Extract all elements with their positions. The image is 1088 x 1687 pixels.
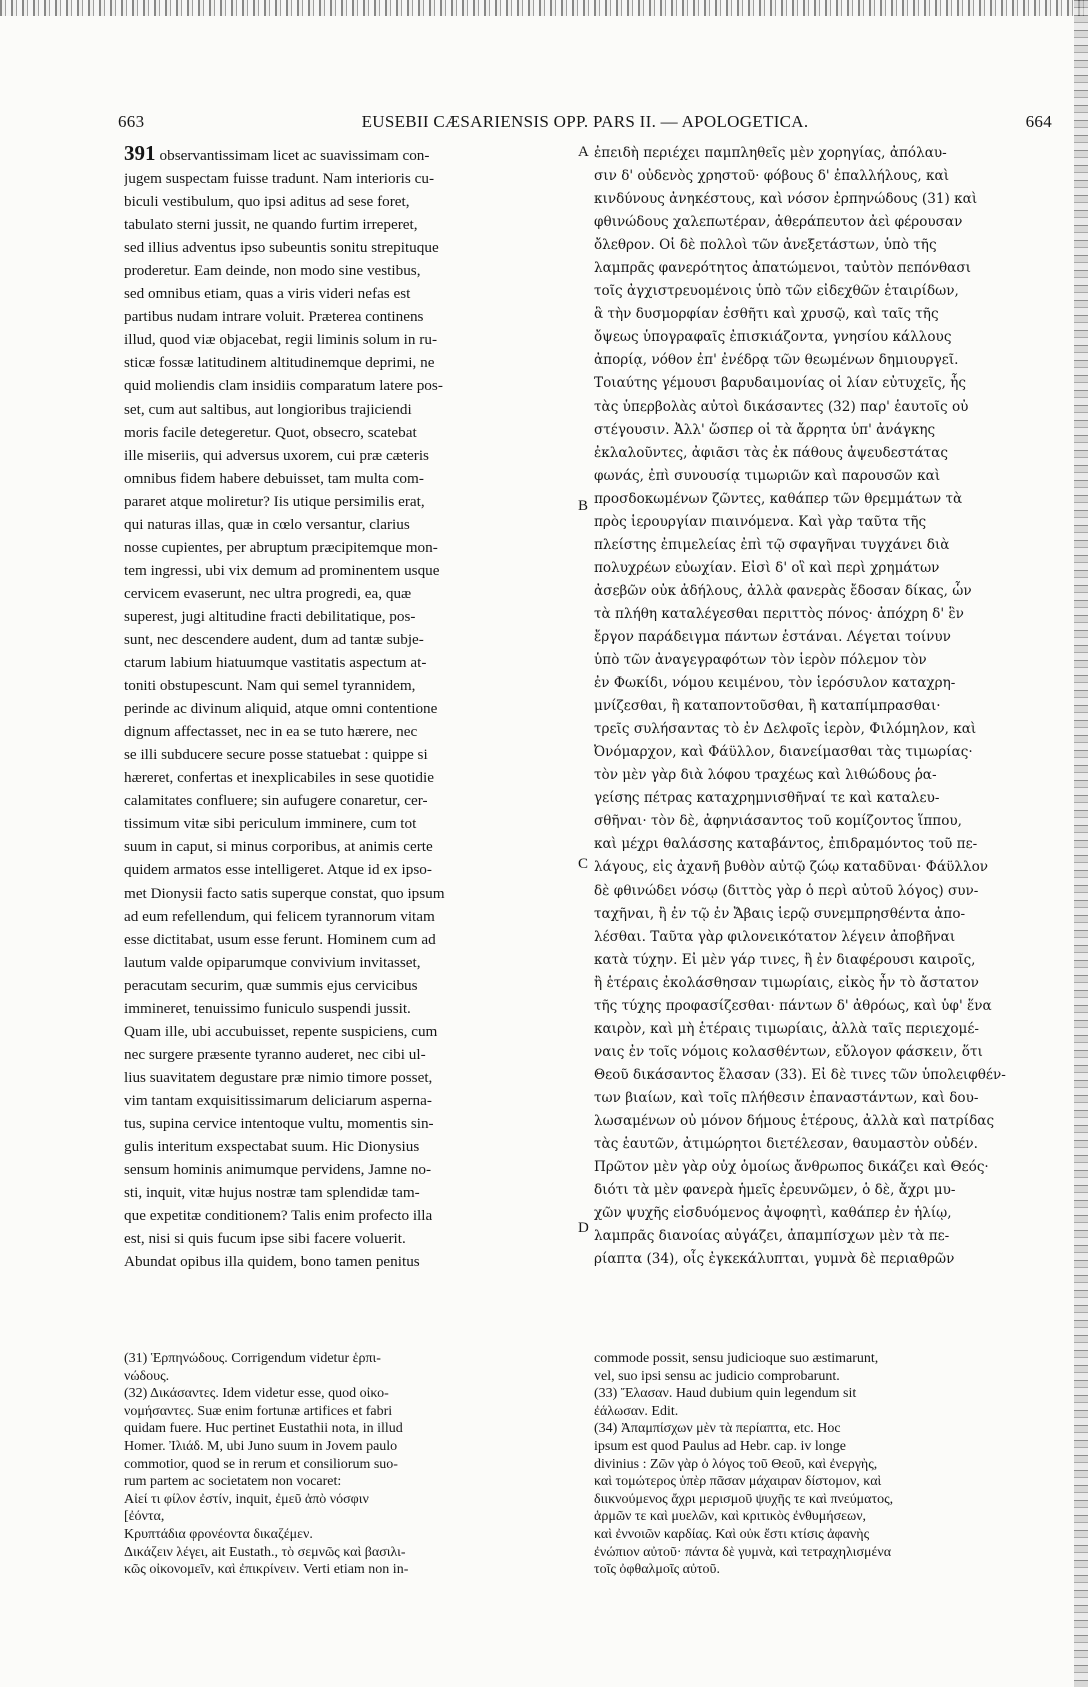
footnote-left-line: (32) Δικάσαντες. Idem videtur esse, quod οἰκο-: [124, 1386, 389, 1402]
footnote-left-line: νομήσαντες. Suæ enim fortunæ artifices et fabri: [124, 1403, 393, 1419]
latin-text-line: [124, 142, 576, 167]
latin-text-line: lautum valde opiparumque convivium invitasset,: [124, 953, 421, 971]
footnote-right-line: commode possit, sensu judicioque suo æstimarunt,: [594, 1351, 879, 1366]
greek-text-line: καιρὸν, καὶ μὴ ἑτέραις τιμωρίαις, ἀλλὰ ταῖς περιεχομέ-: [594, 1020, 979, 1037]
footnote-right-line: τοῖς ὀφθαλμοῖς αὐτοῦ.: [594, 1562, 720, 1578]
greek-text-line: Ὀνόμαρχον, καὶ Φάϋλλον, διανείμασθαι τὰς τιμωρίας·: [594, 744, 973, 761]
footnote-left-line: νώδους.: [124, 1368, 170, 1384]
latin-text-line: pararet atque moliretur? Iis utique persimilis erat,: [124, 492, 425, 510]
latin-text-line: Abundat opibus illa quidem, bono tamen penitus: [124, 1253, 420, 1271]
running-header: [118, 112, 1052, 136]
latin-text-line: perinde ac divinum aliquid, atque omni contentione: [124, 700, 438, 718]
latin-text-line: sticæ fossæ latitudinem altitudinemque deprimi, ne: [124, 354, 435, 372]
footnote-right-line: (33) Ἔλασαν. Haud dubium quin legendum sit: [594, 1386, 857, 1402]
greek-text-line: ναις ἐν τοῖς νόμοις κολασθέντων, εὔλογον φάσκειν, ὅτι: [594, 1043, 983, 1060]
margin-letter-a: A: [578, 144, 589, 160]
footnotes-right: [594, 1350, 1050, 1579]
latin-text-line: tissimum vitæ sibi periculum imminere, cum tot: [124, 815, 417, 833]
footnote-right-line: καὶ ἐννοιῶν καρδίας. Καὶ οὐκ ἔστι κτίσις ἀφανὴς: [594, 1526, 870, 1542]
greek-text-line: πρὸς ἱερουργίαν πιαινόμενα. Καὶ γὰρ ταῦτα τῆς: [594, 513, 927, 530]
greek-text-line: ἔργον παράδειγμα πάντων ἑστάναι. Λέγεται τοίνυν: [594, 628, 951, 645]
latin-text-line: est, nisi si quis fucum ipse sibi facere voluerit.: [124, 1230, 406, 1248]
latin-text-line: gulis interitum exspectabat suum. Hic Dionysius: [124, 1138, 420, 1156]
greek-text-line: μνίζεσθαι, ἢ καταποντοῦσθαι, ἢ καταπίμπρασθαι·: [594, 698, 941, 715]
latin-text-line: se illi subducere secure posse statuebat : quippe si: [124, 746, 428, 764]
greek-text-line: χῶν ψυχῆς εἰσδυόμενος ἀψοφητὶ, καθάπερ ἐν ἡλίῳ,: [594, 1205, 952, 1222]
greek-text-line: ἀπορίᾳ, νόθον ἐπ' ἐνέδρᾳ τῶν θεωμένων δημιουργεῖ.: [594, 352, 959, 369]
greek-text-line: ὑπὸ τῶν ἀναγεγραφότων τὸν ἱερὸν πόλεμον τὸν: [594, 652, 927, 669]
footnote-left-line: Homer. Ἰλιάδ. M, ubi Juno suum in Jovem paulo: [124, 1438, 398, 1454]
greek-text-line: φθινώδους χαλεπωτέραν, ἀθεράπευτον ἀεὶ φέρουσαν: [594, 214, 963, 231]
latin-text-line: sed illius adventus ipso subeuntis sonitu strepituque: [124, 239, 439, 257]
footnote-right-line: vel, suo ipsi sensu ac judicio comprobarunt.: [594, 1368, 840, 1384]
latin-text-line: hæreret, confertas et inexplicabiles in sese quotidie: [124, 769, 434, 787]
latin-text-line: peracutam securim, quæ summis ejus cervicibus: [124, 976, 418, 994]
greek-text-line: γείσης πέτρας καταχρημνισθῆναί τε καὶ καταλευ-: [594, 790, 940, 807]
greek-text-line: τὰς ὑπερβολὰς αὐτοὶ δικάσαντες (32) παρ' ἑαυτοῖς οὐ: [594, 398, 969, 415]
greek-text-line: λωσαμένων οὐ μόνον δήμους ἑτέρους, ἀλλὰ καὶ πατρίδας: [594, 1112, 995, 1129]
greek-text-line: διότι τὰ μὲν φανερὰ ἡμεῖς ἐρευνῶμεν, ὁ δὲ, ἄχρι μυ-: [594, 1182, 956, 1199]
greek-text-line: ἢ ἑτέραις ἐκολάσθησαν τιμωρίαις, εἰκὸς ἦν τὸ ἄστατον: [594, 974, 979, 991]
greek-text-line: κατὰ τύχην. Εἰ μὲν γάρ τινες, ἢ ἐν διαφέρουσι καιροῖς,: [594, 951, 976, 968]
footnote-left-line: quidam fuere. Huc pertinet Eustathii nota, in illud: [124, 1421, 403, 1437]
greek-text-line: ἃ τὴν δυσμορφίαν ἐσθῆτι καὶ χρυσῷ, καὶ ταῖς τῆς: [594, 306, 939, 323]
page-number-right: 664: [1025, 112, 1052, 131]
greek-text-line: φωνάς, ἐπὶ συνουσίᾳ τιμωριῶν καὶ παρουσῶν καὶ: [594, 467, 941, 484]
greek-text-line: ἐν Φωκίδι, νόμου κειμένου, τὸν ἱερόσυλον καταχρη-: [594, 675, 956, 692]
margin-letter-b: B: [578, 498, 589, 514]
latin-text-line: cervicem evaserunt, nec ultra progredi, ea, quæ: [124, 584, 412, 602]
margin-letter-d: D: [578, 1220, 589, 1236]
latin-text-line: nec surgere præsente tyranno auderet, nec cibi ul-: [124, 1045, 426, 1063]
greek-text-line: λαμπρᾶς διανοίας αὐγάζει, ἀπαμπίσχων μὲν τὰ πε-: [594, 1228, 950, 1245]
greek-text-line: Θεοῦ δικάσαντος ἔλασαν (33). Εἰ δὲ τινες τῶν ὑπολειφθέν-: [594, 1066, 1006, 1083]
greek-text-line: λαμπρᾶς φανερότητος ἀπατώμενοι, ταὐτὸν πεπόνθασι: [594, 260, 971, 277]
greek-text-line: των βιαίων, καὶ τοῖς πλήθεσιν ἐπαναστάντων, καὶ δου-: [594, 1089, 979, 1106]
greek-text-line: ὄψεως ὑπογραφαῖς ἐπισκιάζοντα, γνησίου κάλλους: [594, 329, 952, 346]
greek-text-line: Τοιαύτης γέμουσι βαρυδαιμονίας οἱ λίαν εὐτυχεῖς, ἧς: [594, 375, 966, 392]
footnote-left-line: Αἰεί τι φίλον ἐστίν, inquit, ἐμεῦ ἀπὸ νόσφιν: [124, 1491, 369, 1507]
footnote-left-line: (31) Ἑρπηνώδους. Corrigendum videtur ἑρπι-: [124, 1351, 381, 1366]
latin-text-line: ille miseriis, qui adversus uxorem, cui præ cæteris: [124, 446, 429, 464]
greek-text-line: ὄλεθρον. Οἱ δὲ πολλοὶ τῶν ἀνεξετάστων, ὑπὸ τῆς: [594, 237, 937, 254]
latin-text-line: tem ingressi, ubi vix demum ad prominentem usque: [124, 561, 440, 579]
latin-text-line: biculi vestibulum, quo ipsi aditus ad sese foret,: [124, 193, 410, 211]
latin-text-line: superest, jugi altitudine fracti debilitatique, pos-: [124, 607, 416, 625]
latin-text-line: tus, supina cervice intentoque vultu, momentis sin-: [124, 1114, 434, 1132]
footnote-left-line: commotior, quod se in rerum et consiliorum suo-: [124, 1456, 398, 1472]
footnote-left-line: Δικάζειν λέγει, ait Eustath., τὸ σεμνῶς καὶ βασιλι-: [124, 1544, 406, 1560]
footnote-right-line: (34) Ἀπαμπίσχων μὲν τὰ περίαπτα, etc. Hoc: [594, 1421, 841, 1437]
footnote-right-line: ipsum est quod Paulus ad Hebr. cap. iv longe: [594, 1438, 846, 1454]
greek-text-line: τρεῖς συλήσαντας τὸ ἐν Δελφοῖς ἱερὸν, Φιλόμηλον, καὶ: [594, 721, 977, 738]
greek-text-line: τῆς τύχης προφασίζεσθαι· πάντων δ' ἀθρόως, καὶ ὑφ' ἕνα: [594, 997, 992, 1014]
footnote-right-line: ἐάλωσαν. Edit.: [594, 1403, 679, 1419]
greek-text-line: προσδοκωμένων ζῶντες, καθάπερ τῶν θρεμμάτων τὰ: [594, 490, 963, 507]
latin-text-line: illud, quod viæ objacebat, regii liminis solum in ru-: [124, 331, 437, 349]
footnote-right-line: διικνούμενος ἄχρι μερισμοῦ ψυχῆς τε καὶ πνεύματος,: [594, 1491, 894, 1507]
margin-letter-c: C: [578, 856, 589, 872]
greek-text-line: Πρῶτον μὲν γὰρ οὐχ ὁμοίως ἄνθρωπος δικάζει καὶ Θεός·: [594, 1159, 989, 1176]
footnote-right-line: ἁρμῶν τε καὶ μυελῶν, καὶ κριτικὸς ἐνθυμήσεων,: [594, 1509, 867, 1525]
scan-edge-top: [0, 0, 1088, 16]
latin-text-column: [124, 142, 576, 1273]
latin-text-line: sed omnibus etiam, quas a viris videri nefas est: [124, 285, 411, 303]
greek-text-column: [594, 142, 1050, 1271]
greek-text-line: ἐπειδὴ περιέχει παμπληθεῖς μὲν χορηγίας, ἀπόλαυ-: [594, 145, 947, 161]
latin-text-line: proderetur. Eam deinde, non modo sine vestibus,: [124, 262, 421, 280]
latin-text-line: esse dictitabat, usum esse ferunt. Hominem cum ad: [124, 930, 436, 948]
latin-text-line: qui naturas illas, quæ in cœlo versantur, clarius: [124, 515, 410, 533]
footnote-left-line: κῶς οἰκονομεῖν, καὶ ἐπικρίνειν. Verti etiam non in-: [124, 1562, 409, 1578]
scan-edge-right: [1074, 0, 1088, 1687]
greek-text-line: λέσθαι. Ταῦτα γὰρ φιλονεικότατον λέγειν ἀποβῆναι: [594, 928, 956, 945]
page-number-left: 663: [118, 112, 145, 131]
latin-text-line: suum in caput, si minus corporibus, at animis certe: [124, 838, 433, 856]
greek-text-line: κινδύνους ἀνηκέστους, καὶ νόσον ἐρπηνώδους (31) καὶ: [594, 191, 978, 208]
latin-text-line: sensum hominis animumque pervidens, Jamne no-: [124, 1161, 432, 1179]
latin-text-line: moris facile detegeretur. Quot, obsecro, scatebat: [124, 423, 417, 441]
latin-text-line: nosse cupientes, per abruptum præcipitemque mon-: [124, 538, 438, 556]
greek-text-line: πλείστης ἐπιμελείας ἐπὶ τῷ σφαγῆναι τυγχάνει διὰ: [594, 536, 950, 553]
greek-text-line: καὶ μέχρι θαλάσσης καταβάντος, ἐπιδραμόντος τοῦ πε-: [594, 836, 978, 853]
footnotes-left: [124, 1350, 576, 1579]
greek-text-line: τοῖς ἀγχιστρευομένοις ὑπὸ τῶν εἰδεχθῶν ἑταιρίδων,: [594, 283, 959, 300]
latin-text-line: lius suavitatem degustare præ nimio timore posset,: [124, 1068, 433, 1086]
footnote-left-line: rum partem ac societatem non vocaret:: [124, 1474, 342, 1490]
latin-text-line: quidem armatos esse intelligeret. Atque id ex ipso-: [124, 861, 432, 879]
latin-text-line: vim tantam exquisitissimarum deliciarum asperna-: [124, 1091, 432, 1109]
latin-text-line: partibus nudam intrare voluit. Præterea continens: [124, 308, 424, 326]
greek-text-line: δὲ φθινώδει νόσῳ (διττὸς γὰρ ὁ περὶ αὐτοῦ λόγος) συν-: [594, 882, 979, 899]
greek-text-line: ταχῆναι, ἢ ἐν τῷ ἐν Ἄβαις ἱερῷ συνεμπρησθέντα ἀπο-: [594, 905, 966, 922]
running-title: EUSEBII CÆSARIENSIS OPP. PARS II. — APOLOGETICA.: [361, 112, 809, 131]
greek-text-line: τὰς ἑαυτῶν, ἀτιμώρητοι διετέλεσαν, θαυμαστὸν οὐδέν.: [594, 1136, 978, 1153]
footnote-right-line: ἐνώπιον αὐτοῦ· πάντα δὲ γυμνὰ, καὶ τετραχηλισμένα: [594, 1544, 892, 1560]
greek-text-line: ρίαπτα (34), οἷς ἐγκεκάλυπται, γυμνὰ δὲ περιαθρῶν: [594, 1251, 955, 1268]
greek-text-line: στέγουσιν. Ἀλλ' ὥσπερ οἱ τὰ ἄρρητα ὑπ' ἀνάγκης: [594, 421, 936, 438]
greek-text-line: τὸν μὲν γὰρ διὰ λόφου τραχέως καὶ λιθώδους ῥα-: [594, 767, 937, 784]
section-number: 391: [124, 142, 156, 165]
latin-text-line: quid moliendis clam insidiis comparatum latere pos-: [124, 377, 443, 395]
latin-text-line: jugem suspectam fuisse tradunt. Nam interioris cu-: [124, 170, 435, 188]
latin-text-line: set, cum aut saltibus, aut longioribus trajiciendi: [124, 400, 412, 418]
latin-text-line: que expetitæ conditionem? Talis enim profecto illa: [124, 1207, 433, 1225]
footnote-right-line: divinius : Ζῶν γὰρ ὁ λόγος τοῦ Θεοῦ, καὶ ἐνεργὴς,: [594, 1456, 878, 1472]
greek-text-line: σθῆναι· τὸν δὲ, ἀφηνιάσαντος τοῦ κομίζοντος ἵππου,: [594, 813, 962, 830]
greek-text-line: σιν δ' οὐδενὸς χρηστοῦ· φόβους δ' ἐπαλλήλους, καὶ: [594, 168, 950, 185]
latin-text-line: dignum affectasset, nec in ea se tuto hærere, nec: [124, 723, 418, 741]
latin-text-line: ad eum refellendum, qui felicem tyrannorum vitam: [124, 907, 435, 925]
footnote-right-line: καὶ τομώτερος ὑπὲρ πᾶσαν μάχαιραν δίστομον, καὶ: [594, 1474, 882, 1490]
latin-text-line: calamitates confluere; sin aufugere conaretur, cer-: [124, 792, 428, 810]
latin-text-line: tabulato sterni jussit, ne quando furtim irreperet,: [124, 216, 418, 234]
greek-text-line: τὰ πλήθη καταλέγεσθαι περιττὸς πόνος· ἀπόχρη δ' ἓν: [594, 605, 964, 622]
latin-text-line: met Dionysii facto satis superque constat, quo ipsum: [124, 884, 445, 902]
latin-text-line: Quam ille, ubi accubuisset, repente suspiciens, cum: [124, 1022, 438, 1040]
footnote-left-line: Κρυπτάδια φρονέοντα δικαζέμεν.: [124, 1526, 313, 1542]
latin-text-line: immineret, tenuissimo funiculo suspendi jussit.: [124, 999, 411, 1017]
latin-text-line: toniti obstupescunt. Nam qui semel tyrannidem,: [124, 677, 416, 695]
latin-text-line: ctarum labium hiatuumque vastitatis aspectum at-: [124, 654, 427, 672]
latin-text-line-text: observantissimam licet ac suavissimam con-: [159, 147, 430, 164]
greek-text-line: ἐκλαλοῦντες, ἀφιᾶσι τὰς ἐκ πάθους ἀψευδεστάτας: [594, 444, 948, 461]
greek-text-line: πολυχρέων εὐωχίαν. Εἰσὶ δ' οἳ καὶ περὶ χρημάτων: [594, 559, 940, 576]
greek-text-line: λάγους, εἰς ἀχανῆ βυθὸν αὐτῷ ζώῳ καταδῦναι· Φάϋλλον: [594, 859, 989, 876]
greek-text-line: ἀσεβῶν οὐκ ἀδήλους, ἀλλὰ φανερὰς ἔδοσαν δίκας, ὧν: [594, 582, 972, 599]
footnote-left-line: [ἐόντα,: [124, 1509, 165, 1525]
latin-text-line: sunt, nec descendere audent, dum ad tantæ subje-: [124, 630, 424, 648]
latin-text-line: omnibus fidem habere debuisset, tam multa com-: [124, 469, 424, 487]
latin-text-line: sti, inquit, vitæ hujus nostræ tam splendidæ tam-: [124, 1184, 420, 1202]
